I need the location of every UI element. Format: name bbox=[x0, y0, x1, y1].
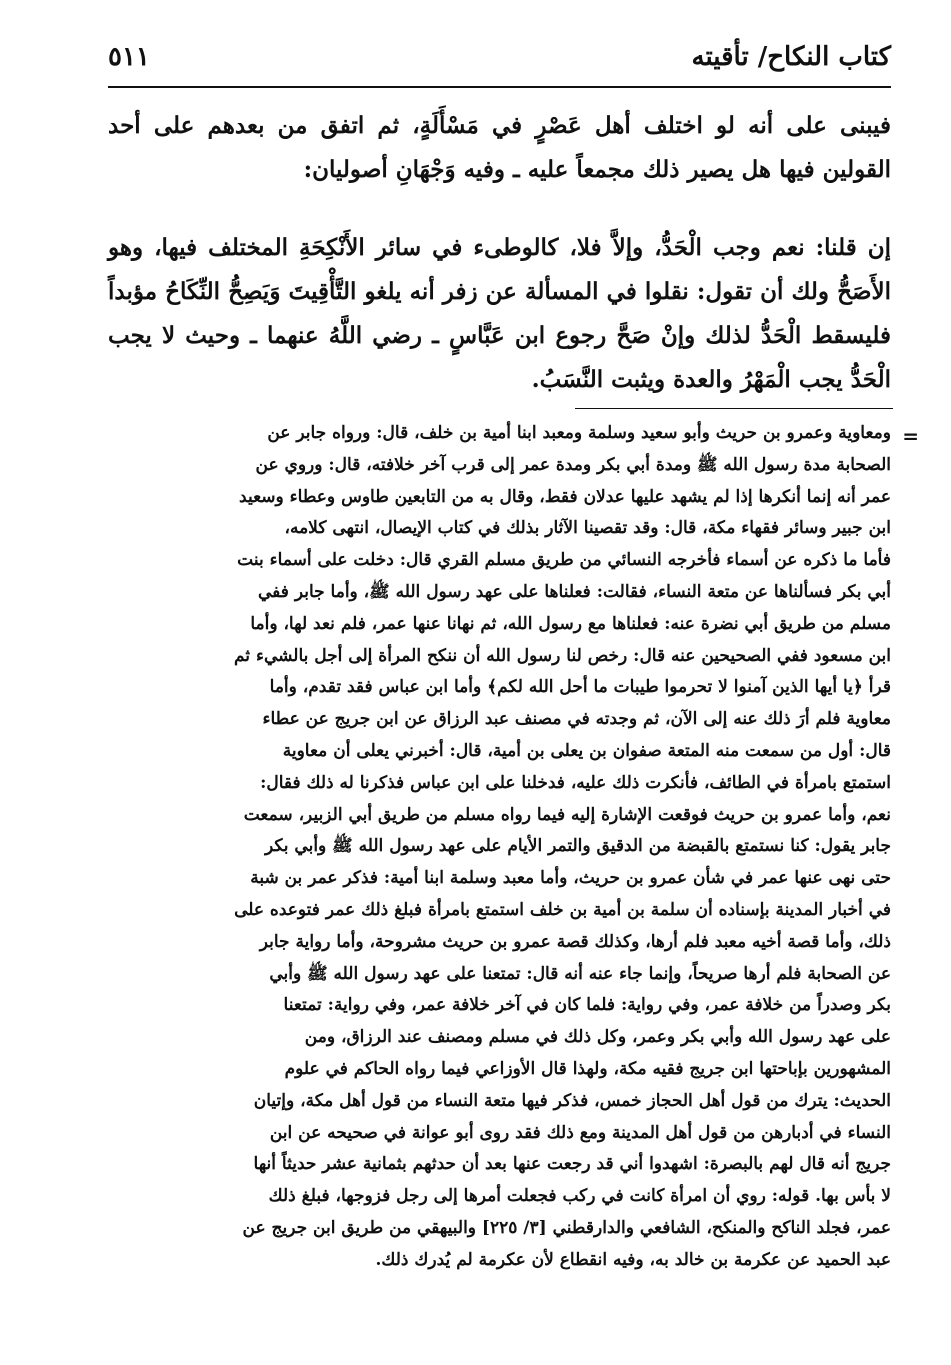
running-title: كتاب النكاح/ تأقيته bbox=[691, 42, 891, 72]
main-paragraph: إن قلنا: نعم وجب الْحَدُّ، وإلاَّ فلا، كالوطىء في سائر الأَنْكِحَةِ المختلف فيها، وهو الأَصَحُّ ولك أن تقول: نقلوا في المسألة عن زفر أنه يلغو التَّأْقِيتَ وَيَصِحُّ النِّكَاحُ مؤبداً فليسقط الْحَدُّ لذلك وإنْ صَحَّ رجوع ابن عَبَّاسٍ ـ رضي اللَّهُ عنهما ـ وحيث لا يجب الْحَدُّ يجب الْمَهْرُ والعدة ويثبت النَّسَبُ. bbox=[108, 234, 891, 393]
footnote-line: نعم، وأما عمرو بن حريث فوقعت الإشارة إليه فيما رواه مسلم من طريق أبي الزبير، سمعت bbox=[243, 804, 891, 825]
main-text bbox=[108, 104, 891, 402]
footnote-line: حتى نهى عنها عمر في شأن عمرو بن حريث، وأما معبد وسلمة ابنا أمية: فذكر عمر بن شبة bbox=[250, 868, 891, 889]
footnote-line: المشهورين بإباحتها ابن جريج فقيه مكة، ولهذا قال الأوزاعي فيما رواه الحاكم في علوم bbox=[284, 1058, 891, 1079]
footnote-line: النساء في أدبارهن من قول أهل المدينة ومع ذلك فقد روى أبو عوانة في صحيحه عن ابن bbox=[269, 1122, 891, 1143]
footnote-line: قرأ ﴿يا أيها الذين آمنوا لا تحرموا طيبات ما أحل الله لكم﴾ وأما ابن عباس فقد تقدم، وأما bbox=[269, 677, 891, 698]
footnote-line: معاوية فلم أرَ ذلك عنه إلى الآن، ثم وجدته في مصنف عبد الرزاق عن ابن جريج عن عطاء bbox=[262, 709, 891, 730]
footnote-line: بكر وصدراً من خلافة عمر، وفي رواية: فلما كان في آخر خلافة عمر، وفي رواية: تمتعنا bbox=[283, 995, 891, 1016]
footnote-line: قال: أول من سمعت منه المتعة صفوان بن يعلى بن أمية، قال: أخبرني يعلى أن معاوية bbox=[282, 740, 891, 761]
footnote-line: عبد الحميد عن عكرمة بن خالد به، وفيه انقطاع لأن عكرمة لم يُدرك ذلك. bbox=[375, 1249, 891, 1270]
footnote-line: فأما ما ذكره عن أسماء فأخرجه النسائي من طريق مسلم القري قال: دخلت على أسماء بنت bbox=[237, 550, 891, 571]
footnote-line: مسلم من طريق أبي نضرة عنه: فعلناها مع رسول الله، ثم نهانا عنها عمر، فلم نعد لها، وأما bbox=[250, 613, 891, 634]
footnote-line: ابن مسعود ففي الصحيحين عنه قال: رخص لنا رسول الله أن ننكح المرأة إلى أجل بالشيء ثم bbox=[233, 645, 891, 666]
footnote-line: في أخبار المدينة بإسناده أن سلمة بن أمية بن خلف استمتع بامرأة فبلغ ذلك عمر فتوعده على bbox=[234, 899, 891, 920]
main-paragraph: فيبنى على أنه لو اختلف أهل عَصْرٍ في مَسْأَلَةٍ، ثم اتفق من بعدهم على أحد القولين فيها هل يصير ذلك مجمعاً عليه ـ وفيه وَجْهَانِ أصوليان: bbox=[108, 112, 891, 183]
footnote-line: لا بأس بها. قوله: روي أن امرأة كانت في ركب فجعلت أمرها إلى رجل فزوجها، فبلغ ذلك bbox=[268, 1186, 891, 1207]
footnote-line: جريج أنه قال لهم بالبصرة: اشهدوا أني قد رجعت عنها بعد أن حدثهم بثمانية عشر حديثاً أنها bbox=[253, 1154, 891, 1175]
footnote-line: استمتع بامرأة في الطائف، فأنكرت ذلك عليه، فدخلنا على ابن عباس فذكرنا له ذلك فقال: bbox=[260, 772, 891, 793]
footnote-line: جابر يقول: كنا نستمتع بالقبضة من الدقيق والتمر الأيام على عهد رسول الله ﷺ وأبي بكر bbox=[265, 836, 891, 857]
footnote-line: أبي بكر فسألناها عن متعة النساء، فقالت: فعلناها على عهد رسول الله ﷺ، وأما جابر ففي bbox=[258, 581, 891, 602]
footnote-line: الحديث: يترك من قول أهل الحجاز خمس، فذكر فيها متعة النساء من قول أهل مكة، وإتيان bbox=[253, 1090, 891, 1111]
footnote-line: عمر أنه إنما أنكرها إذا لم يشهد عليها عدلان فقط، وقال به من التابعين طاوس وعطاء وسعيد bbox=[239, 486, 891, 507]
footnote-line: ذلك، وأما قصة أخيه معبد فلم أرها، وكذلك قصة عمرو بن حريث مشروحة، وأما رواية جابر bbox=[259, 931, 891, 952]
footnote-line: ومعاوية وعمرو بن حريث وأبو سعيد وسلمة ومعبد ابنا أمية بن خلف، قال: ورواه جابر عن bbox=[267, 423, 891, 443]
footnote-line: عن الصحابة فلم أرها صريحاً، وإنما جاء عنه أنه قال: تمتعنا على عهد رسول الله ﷺ وأبي bbox=[269, 963, 891, 984]
footnote-divider bbox=[575, 408, 893, 409]
page-number: ٥١١ bbox=[108, 42, 150, 72]
footnote-line: الصحابة مدة رسول الله ﷺ ومدة أبي بكر ومدة عمر إلى قرب آخر خلافته، قال: وروي عن bbox=[255, 454, 891, 475]
footnote-continuation-marker: = bbox=[902, 424, 919, 448]
page-header bbox=[108, 38, 891, 88]
footnote-line: عمر، فجلد الناكح والمنكح، الشافعي والدارقطني [٣/ ٢٢٥] والبيهقي من طريق ابن جريج عن bbox=[242, 1217, 891, 1238]
footnote-line: ابن جبير وسائر فقهاء مكة، قال: وقد تقصينا الآثار بذلك في كتاب الإيصال، انتهى كلامه، bbox=[284, 518, 891, 539]
footnote-line: على عهد رسول الله وأبي بكر وعمر، وكل ذلك في مسلم ومصنف عند الرزاق، ومن bbox=[304, 1027, 891, 1048]
footnotes bbox=[108, 418, 919, 1277]
